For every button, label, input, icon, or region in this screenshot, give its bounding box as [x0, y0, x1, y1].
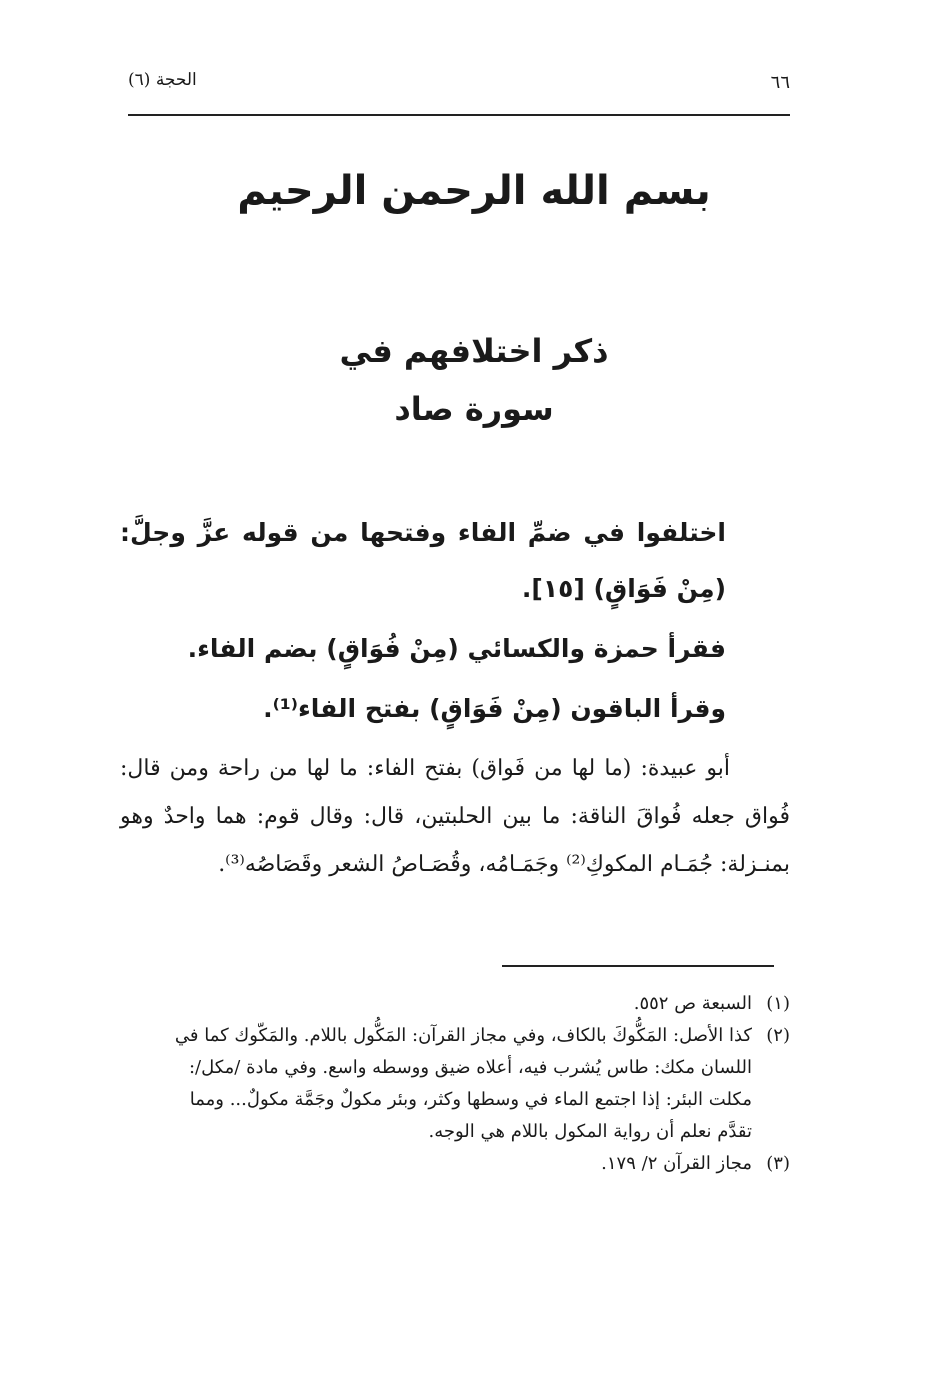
basmala-heading: بسم الله الرحمن الرحيم	[237, 168, 711, 214]
footnote-text: السبعة ص ٥٥٢.	[633, 993, 752, 1014]
footnote-text: مجاز القرآن ٢/ ١٧٩.	[601, 1153, 752, 1174]
footnote-2	[150, 1020, 790, 1148]
chapter-heading	[0, 322, 948, 438]
footnote-1	[150, 988, 790, 1020]
header-rule	[128, 114, 790, 116]
page-number: ٦٦	[770, 72, 790, 93]
main-text	[120, 505, 790, 889]
footnote-number: (١)	[766, 993, 790, 1014]
reading-others-paragraph: وقرأ الباقون (مِنْ فَوَاقٍ) بفتح الفاء⁽¹⁾.	[263, 694, 726, 723]
running-header	[128, 68, 790, 98]
intro-paragraph: اختلفوا في ضمِّ الفاء وفتحها من قوله عزَّ وجلَّ: (مِنْ فَوَاقٍ) [١٥].	[120, 518, 726, 603]
chapter-heading-line-1: ذكر اختلافهم في	[339, 332, 609, 370]
footnote-3	[150, 1148, 790, 1180]
footnotes	[150, 988, 790, 1180]
footnote-text: كذا الأصل: المَكُّوكَ بالكاف، وفي مجاز القرآن: المَكُّول باللام. والمَكّوك كما في اللسان مكك: طاس يُشرب فيه، أعلاه ضيق ووسطه واسع. وفي مادة /مكل/: مكلت البئر: إذا اجتمع الماء في وسطها وكثر، وبئر مكولٌ وجَمَّة مكولٌ... ومما تقدَّم نعلم أن رواية المكول باللام هي الوجه.	[174, 1025, 752, 1142]
footnote-number: (٣)	[766, 1153, 790, 1174]
footnote-number: (٢)	[766, 1025, 790, 1046]
reading-hamza-paragraph: فقرأ حمزة والكسائي (مِنْ فُوَاقٍ) بضم الفاء.	[187, 634, 726, 663]
abu-ubayda-paragraph: أبو عبيدة: (ما لها من فَواق) بفتح الفاء: ما لها من راحة ومن قال: فُواق جعله فُواقَ الناقة: ما بين الحلبتين، قال: وقال قوم: هما واحدٌ وهو بمنـزلة: جُمَـام المكوكِ⁽²⁾ وجَمَـامُه، وقُصَـاصُ الشعر وقَصَاصُه⁽³⁾.	[120, 756, 790, 877]
chapter-heading-line-2: سورة صاد	[394, 390, 554, 428]
running-title: الحجة (٦)	[128, 70, 197, 90]
footnote-rule	[502, 965, 774, 967]
